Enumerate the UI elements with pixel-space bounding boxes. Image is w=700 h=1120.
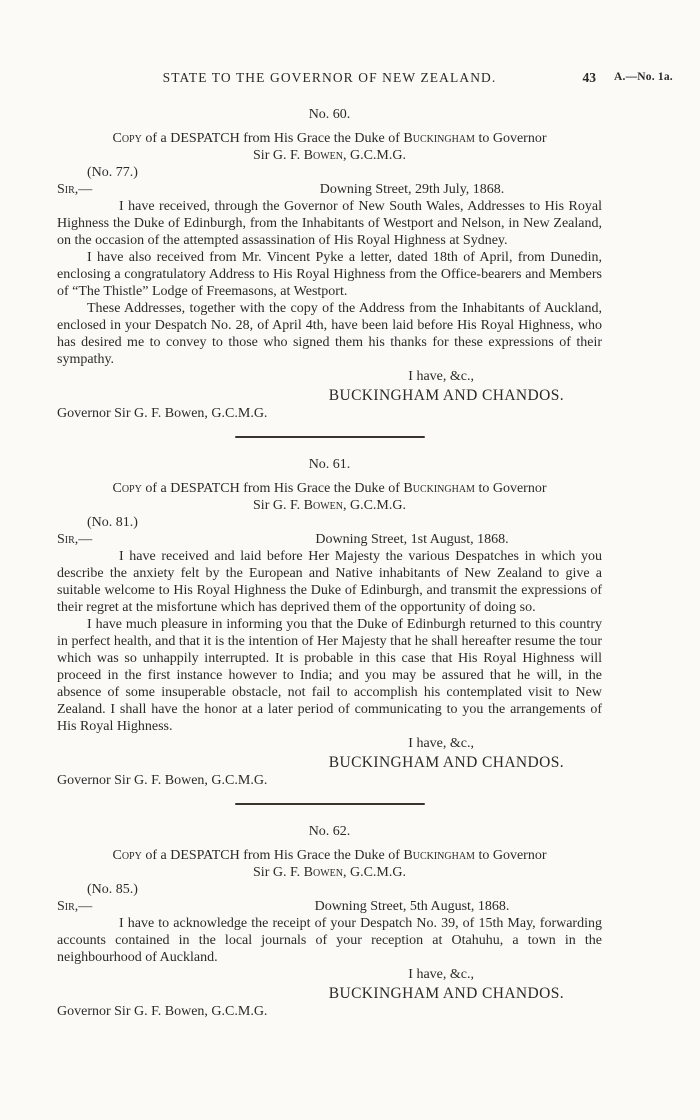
despatch-heading (57, 480, 602, 514)
heading-text: of a DESPATCH from His Grace the Duke of (141, 848, 404, 863)
section-divider (235, 436, 425, 438)
salutation: Sir,— (57, 182, 93, 197)
salutation-row (57, 181, 602, 198)
body-paragraph: I have received and laid before Her Majesty the various Despatches in which you describe the anxiety felt by the European and Native inhabitants of New Zealand to give a suitable welcome to His Royal Highness the Duke of Edinburgh, and transmit the expressions of their regret at the misfortune which has deprived them of the opportunity of doing so. (57, 549, 602, 615)
heading-text: Sir G. F. (253, 865, 304, 880)
despatch-no-61 (57, 456, 602, 790)
salutation-row (57, 531, 602, 548)
heading-word-copy: Copy (112, 131, 142, 146)
heading-text: of a DESPATCH from His Grace the Duke of (141, 131, 404, 146)
running-header (57, 70, 673, 88)
despatch-heading-line-2 (57, 497, 602, 514)
addressee: Governor Sir G. F. Bowen, G.C.M.G. (57, 406, 268, 421)
heading-text: Sir G. F. (253, 148, 304, 163)
despatch-heading (57, 130, 602, 164)
running-header-title: STATE TO THE GOVERNOR OF NEW ZEALAND. (162, 70, 497, 85)
heading-word-copy: Copy (112, 481, 142, 496)
heading-name-bowen: Bowen (303, 498, 343, 513)
addressee: Governor Sir G. F. Bowen, G.C.M.G. (57, 1004, 268, 1019)
heading-text: , G.C.M.G. (342, 148, 406, 163)
despatch-heading-line-2 (57, 147, 602, 164)
despatch-heading-line-1 (57, 480, 602, 497)
body-paragraph: These Addresses, together with the copy of the Address from the Inhabitants of Auckland, enclosed in your Despatch No. 28, of April 4th, have been laid before His Royal Highness, who has desired me to convey to those who signed them his thanks for these expressions of their sympathy. (57, 301, 602, 367)
valediction: I have, &c., (408, 967, 474, 982)
despatch-number-heading: No. 60. (308, 107, 351, 122)
body-paragraph: I have to acknowledge the receipt of your Despatch No. 39, of 15th May, forwarding accounts contained in the local journals of your reception at Otahuhu, a town in the neighbourhood of Auckland. (57, 916, 602, 965)
despatch-heading-line-1 (57, 847, 602, 864)
despatch-number-heading: No. 61. (308, 457, 351, 472)
signature: BUCKINGHAM AND CHANDOS. (328, 985, 564, 1002)
despatch-heading-line-2 (57, 864, 602, 881)
edition-mark: A.—No. 1a. (614, 71, 673, 83)
dateline: Downing Street, 5th August, 1868. (314, 899, 510, 914)
despatch-heading-line-1 (57, 130, 602, 147)
body-paragraph: I have much pleasure in informing you that the Duke of Edinburgh returned to this country in perfect health, and that it is the intention of Her Majesty that he shall hereafter resume the tour which was so unhappily interrupted. It is probable in this case that His Royal Highness will proceed in the first instance however to India; and you may be assured that he will, in the absence of some insuperable obstacle, not fail to accomplish his contemplated visit to New Zealand. I shall have the honor at a later period of communicating to you the arrangements of His Royal Highness. (57, 617, 602, 734)
heading-text: , G.C.M.G. (342, 865, 406, 880)
section-divider (235, 803, 425, 805)
despatch-no-60 (57, 106, 602, 423)
addressee: Governor Sir G. F. Bowen, G.C.M.G. (57, 773, 268, 788)
despatch-ref-number: (No. 85.) (87, 882, 138, 897)
heading-text: to Governor (474, 848, 547, 863)
heading-name-buckingham: Buckingham (403, 481, 475, 496)
body-paragraph: I have also received from Mr. Vincent Pyke a letter, dated 18th of April, from Dunedin, enclosing a congratulatory Address to His Royal Highness from the Office-bearers and Members of “The Thistle” Lodge of Freemasons, at Westport. (57, 250, 602, 299)
salutation: Sir,— (57, 532, 93, 547)
heading-text: Sir G. F. (253, 498, 304, 513)
valediction: I have, &c., (408, 369, 474, 384)
dateline: Downing Street, 1st August, 1868. (315, 532, 509, 547)
salutation-row (57, 898, 602, 915)
valediction: I have, &c., (408, 736, 474, 751)
heading-word-copy: Copy (112, 848, 142, 863)
heading-text: of a DESPATCH from His Grace the Duke of (141, 481, 404, 496)
salutation: Sir,— (57, 899, 93, 914)
heading-name-buckingham: Buckingham (403, 848, 475, 863)
signature: BUCKINGHAM AND CHANDOS. (328, 387, 564, 404)
page-number: 43 (582, 70, 596, 85)
body-paragraph: I have received, through the Governor of New South Wales, Addresses to His Royal Highness the Duke of Edinburgh, from the Inhabitants of Westport and Nelson, in New Zealand, on the occasion of the attempted assassination of His Royal Highness at Sydney. (57, 199, 602, 248)
heading-text: to Governor (474, 131, 547, 146)
despatch-ref-number: (No. 81.) (87, 515, 138, 530)
despatch-heading (57, 847, 602, 881)
dateline: Downing Street, 29th July, 1868. (319, 182, 505, 197)
heading-name-bowen: Bowen (303, 865, 343, 880)
heading-text: to Governor (474, 481, 547, 496)
heading-name-bowen: Bowen (303, 148, 343, 163)
signature: BUCKINGHAM AND CHANDOS. (328, 754, 564, 771)
heading-name-buckingham: Buckingham (403, 131, 475, 146)
despatch-number-heading: No. 62. (308, 824, 351, 839)
despatch-ref-number: (No. 77.) (87, 165, 138, 180)
despatch-no-62 (57, 823, 602, 1021)
heading-text: , G.C.M.G. (342, 498, 406, 513)
